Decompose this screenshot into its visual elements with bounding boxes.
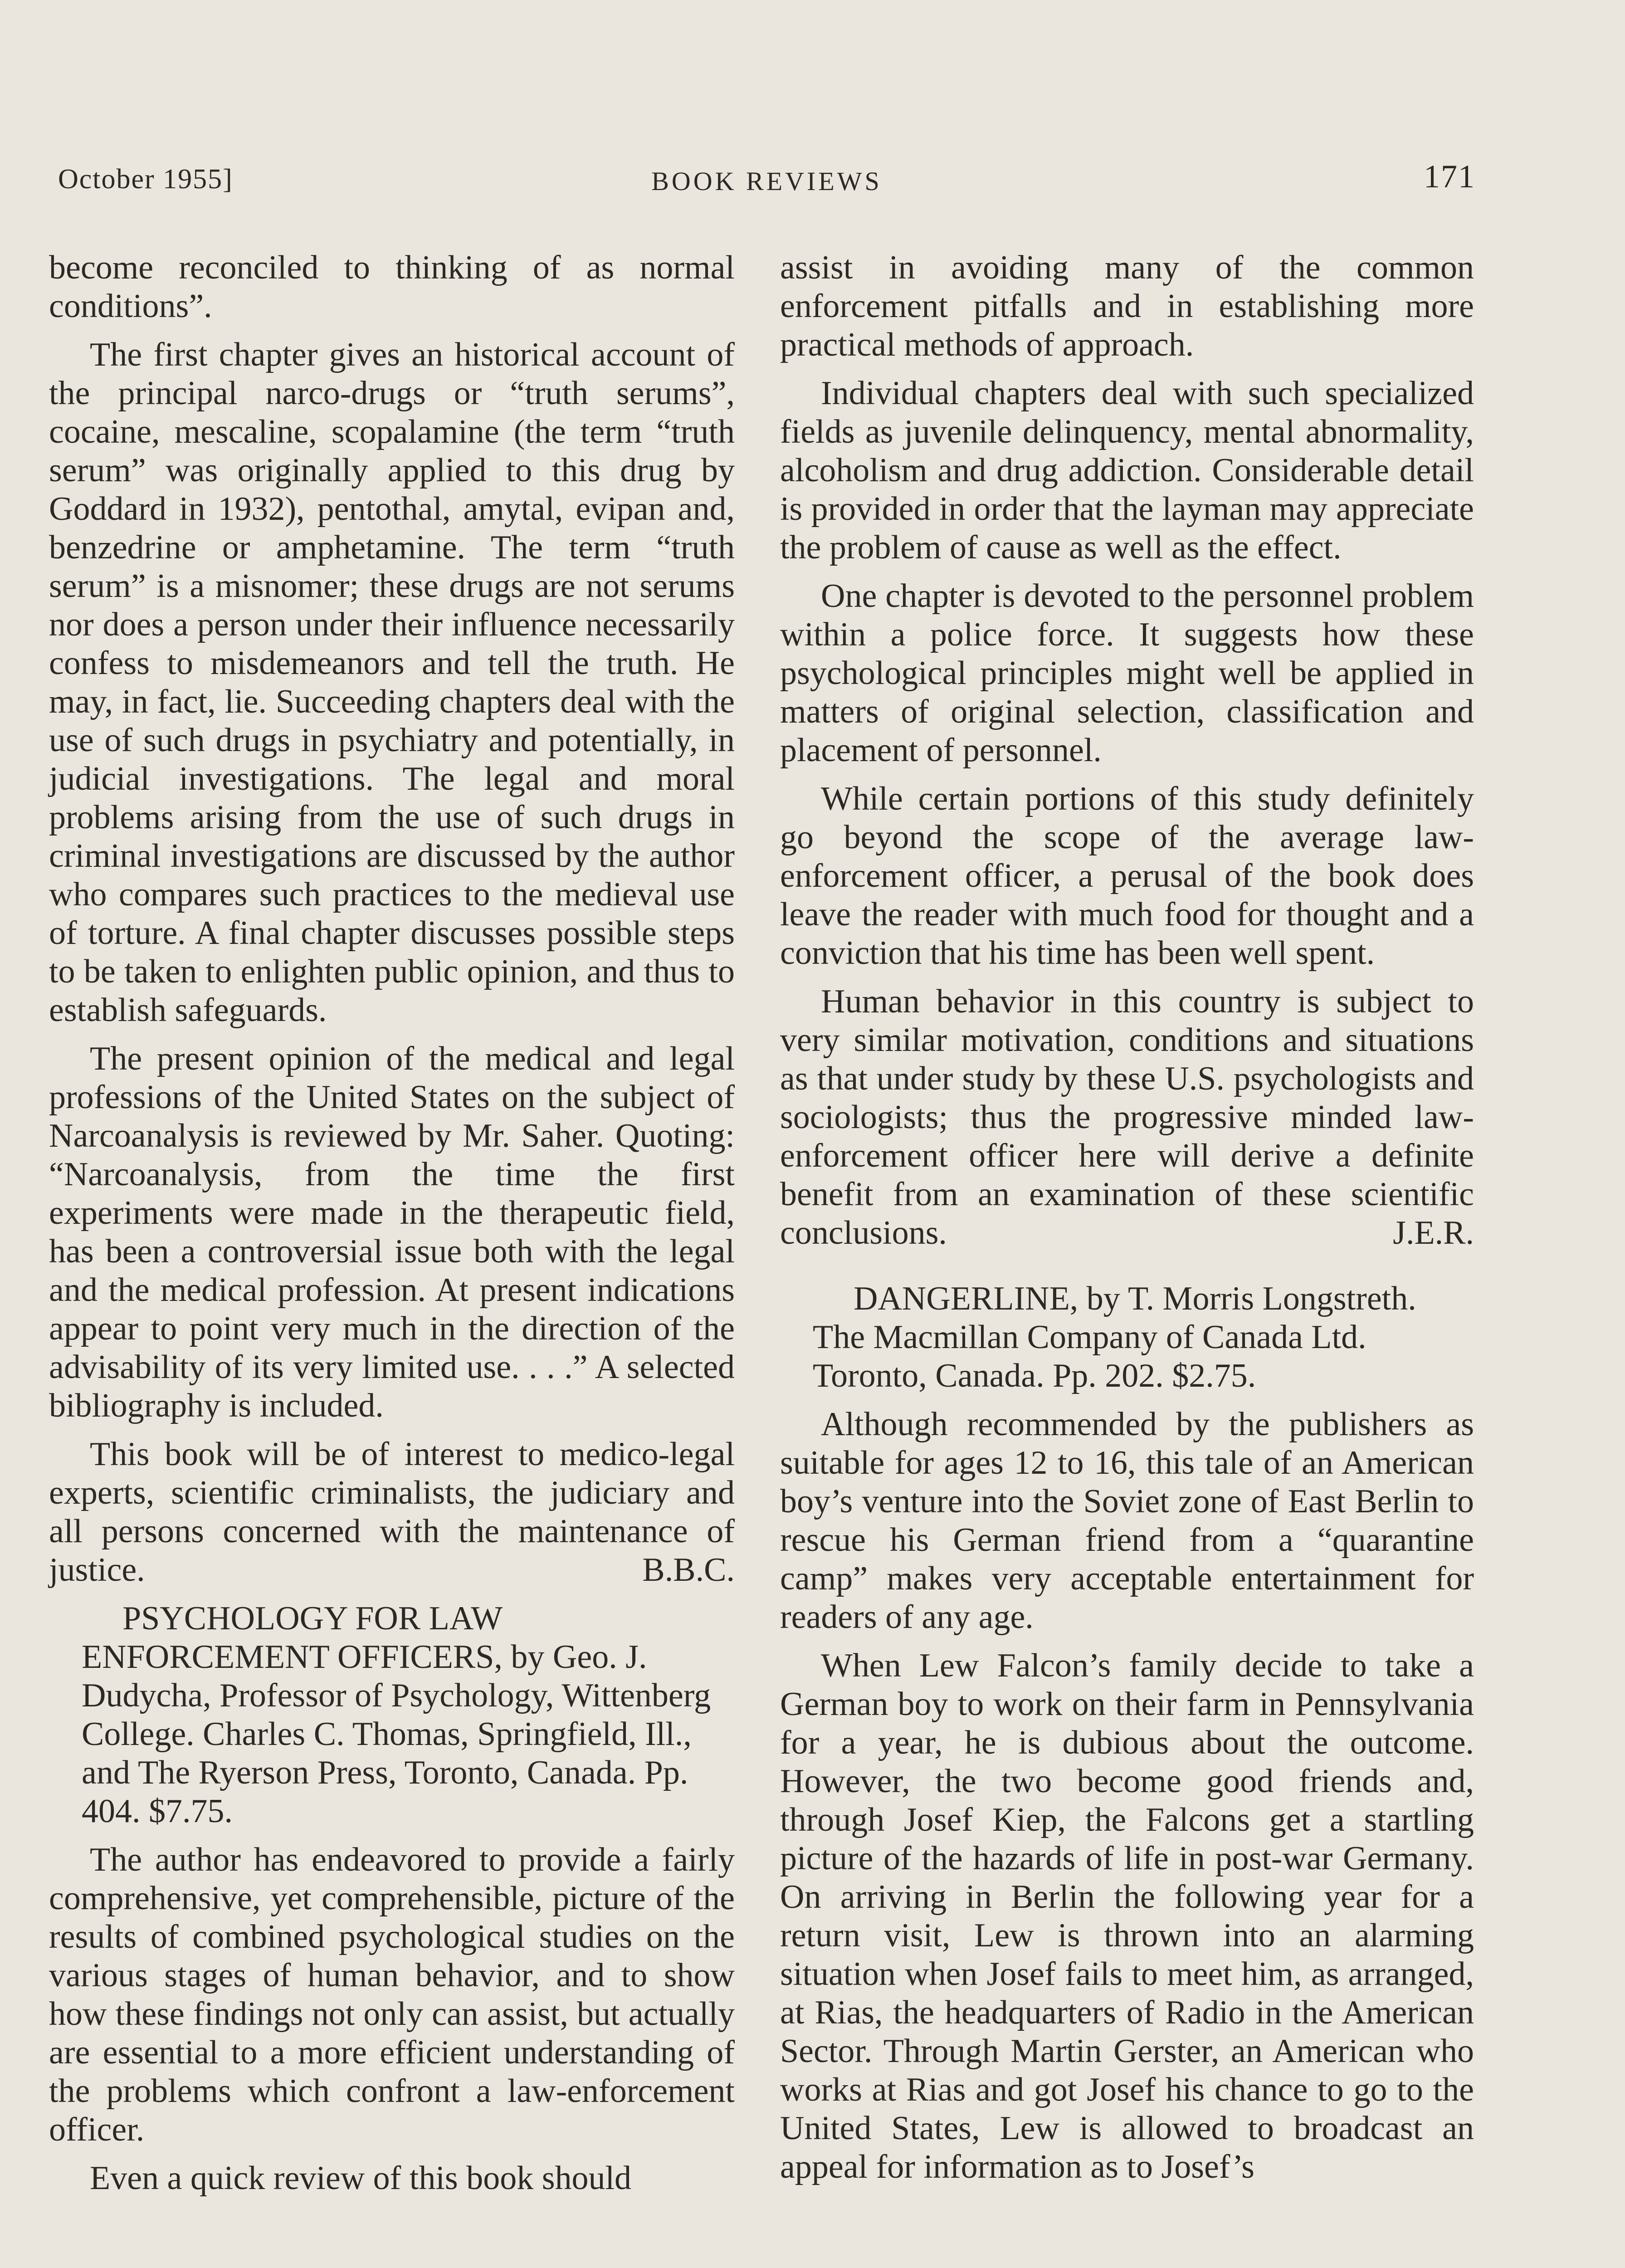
page-number: 171 <box>1424 158 1475 195</box>
paragraph-with-signature <box>49 1435 735 1589</box>
section-title: BOOK REVIEWS <box>651 166 882 196</box>
paragraph: The present opinion of the medical and legal professions of the United States on the subject of Narcoanalysis is reviewed by Mr. Saher. Quoting: “Narcoanalysis, from the time the first experiments were made in the therapeutic field, has been a controversial issue both with the legal and the medical profession. At present indications appear to point very much in the direction of the advisability of its very limited use. . . .” A selected bibliography is included. <box>49 1040 735 1424</box>
reviewer-initials: B.B.C. <box>642 1551 735 1589</box>
paragraph: The author has endeavored to provide a fairly comprehensive, yet comprehensible, picture of the results of combined psychological studies on the various stages of human behavior, and to show how these findings not only can assist, but actually are essential to a more efficient understanding of the problems which confront a law-enforcement officer. <box>49 1841 735 2148</box>
paragraph: One chapter is devoted to the personnel problem within a police force. It suggests how these psychological principles might well be applied in matters of original selection, classification and placement of personnel. <box>780 577 1474 769</box>
paragraph-text: This book will be of interest to medico-legal experts, scientific criminalists, the judiciary and all persons concerned with the maintenance of justice. <box>49 1436 735 1589</box>
paragraph: assist in avoiding many of the common enforcement pitfalls and in establishing more practical methods of approach. <box>780 249 1474 363</box>
paragraph: When Lew Falcon’s family decide to take a German boy to work on their farm in Pennsylvania for a year, he is dubious about the outcome. However, the two become good friends and, through Josef Kiep, the Falcons get a startling picture of the hazards of life in post-war Germany. On arriving in Berlin the following year for a return visit, Lew is thrown into an alarming situation when Josef fails to meet him, as arranged, at Rias, the headquarters of Radio in the American Sector. Through Martin Gerster, an American who works at Rias and got Josef his chance to go to the United States, Lew is allowed to broadcast an appeal for information as to Josef’s <box>780 1647 1474 2185</box>
reviewer-initials: J.E.R. <box>1393 1214 1474 1251</box>
issue-date: October 1955] <box>58 164 233 195</box>
paragraph: become reconciled to thinking of as normal conditions”. <box>49 249 735 325</box>
paragraph: While certain portions of this study definitely go beyond the scope of the average law-enforcement officer, a perusal of the book does leave the reader with much food for thought and a conviction that his time has been well spent. <box>780 780 1474 972</box>
running-head <box>58 150 1475 200</box>
review-heading: DANGERLINE, by T. Morris Longstreth. The Macmillan Company of Canada Ltd. Toronto, Canada. Pp. 202. $2.75. <box>813 1280 1416 1394</box>
paragraph: Although recommended by the publishers as suitable for ages 12 to 16, this tale of an American boy’s venture into the Soviet zone of East Berlin to rescue his German friend from a “quarantine camp” makes very acceptable entertainment for readers of any age. <box>780 1406 1474 1636</box>
paragraph-text: Human behavior in this country is subject to very similar motivation, conditions and situations as that under study by these U.S. psychologists and sociologists; thus the progressive minded law-enforcement officer here will derive a definite benefit from an examination of these scientific conclusions. <box>780 983 1474 1251</box>
review-heading: PSYCHOLOGY FOR LAW ENFORCEMENT OFFICERS, by Geo. J. Dudycha, Professor of Psychology, Wittenberg College. Charles C. Thomas, Springfield, Ill., and The Ryerson Press, Toronto, Canada. Pp. 404. $7.75. <box>82 1600 711 1830</box>
right-column <box>780 249 1474 2196</box>
paragraph-with-signature <box>780 982 1474 1252</box>
paragraph: Individual chapters deal with such specialized fields as juvenile delinquency, mental abnormality, alcoholism and drug addiction. Considerable detail is provided in order that the layman may appreciate the problem of cause as well as the effect. <box>780 375 1474 566</box>
left-column <box>49 249 735 2208</box>
paragraph: Even a quick review of this book should <box>90 2160 632 2197</box>
paragraph: The first chapter gives an historical account of the principal narco-drugs or “truth serums”, cocaine, mescaline, scopalamine (the term “truth serum” was originally applied to this drug by Goddard in 1932), pentothal, amytal, evipan and, benzedrine or amphetamine. The term “truth serum” is a misnomer; these drugs are not serums nor does a person under their influence necessarily confess to misdemeanors and tell the truth. He may, in fact, lie. Succeeding chapters deal with the use of such drugs in psychiatry and potentially, in judicial investigations. The legal and moral problems arising from the use of such drugs in criminal investigations are discussed by the author who compares such practices to the medieval use of torture. A final chapter discusses possible steps to be taken to enlighten public opinion, and thus to establish safeguards. <box>49 336 735 1029</box>
